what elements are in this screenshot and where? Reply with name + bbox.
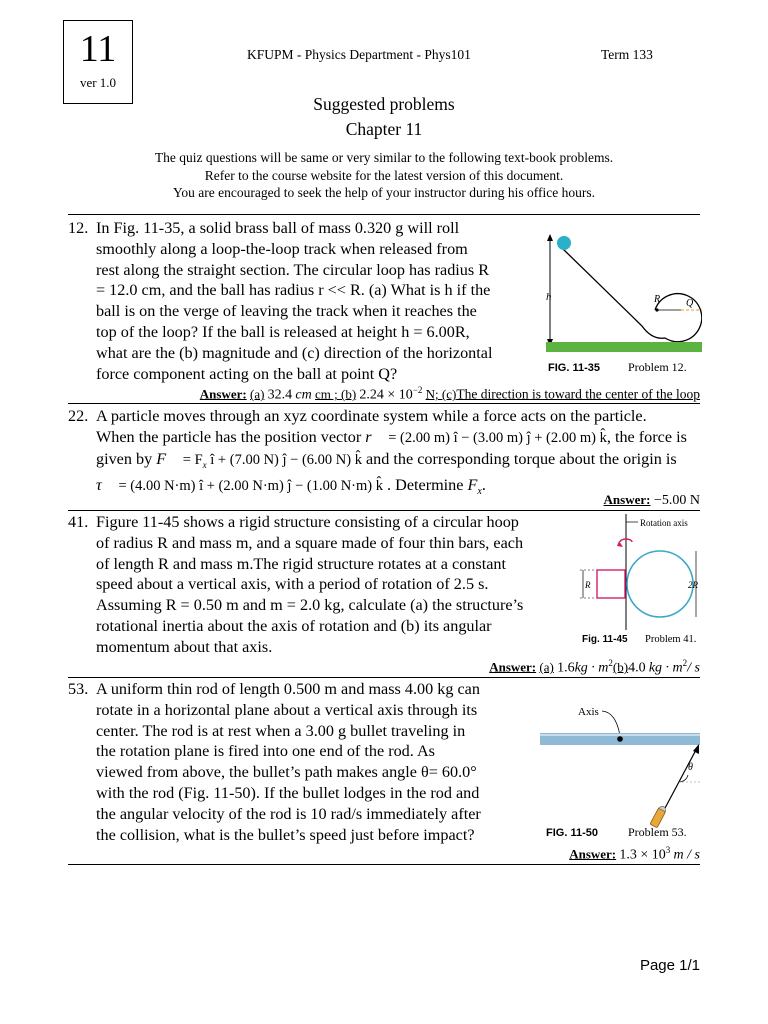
answer-b-suffix: N; (c) — [425, 386, 457, 402]
figure-11-45 — [574, 514, 704, 649]
figure-problem: Problem 41. — [645, 634, 697, 645]
problem-number: 53. — [68, 680, 89, 698]
answer-c-text: The direction is toward the center of the loop — [456, 386, 700, 402]
problem-line: rest along the straight section. The circular loop has radius R — [96, 260, 490, 279]
problem-line: A particle moves through an xyz coordinate system while a force acts on the particle. — [96, 407, 647, 425]
chapter-number: 11 — [79, 28, 117, 70]
answer-value: 1.3 × 10 — [619, 847, 666, 863]
axis-leader — [602, 711, 620, 736]
answer-a-prefix: (a) — [249, 386, 265, 402]
vector-tau-symbol: τ⃗ — [96, 476, 115, 495]
line-text: , the force is — [606, 427, 687, 446]
vector-F-sub: x — [202, 459, 207, 470]
arrow-head-icon — [547, 234, 553, 241]
divider — [68, 864, 700, 865]
answer-label: Answer: — [489, 659, 537, 675]
answer-exp: 3 — [665, 845, 671, 855]
problem-line: A uniform thin rod of length 0.500 m and mass 4.00 kg can — [96, 680, 480, 698]
problem-line: speed about a vertical axis, with a period of rotation of 2.5 s. — [96, 575, 489, 594]
answer-label: Answer: — [603, 492, 651, 507]
problem-line: Figure 11-45 shows a rigid structure consisting of a circular hoop — [96, 513, 519, 531]
answer-a-value: 32.4 — [267, 387, 293, 403]
vector-F-rest: î + (7.00 N) ĵ − (6.00 N) k̂ — [210, 451, 362, 468]
problem-line: momentum about that axis. — [96, 637, 273, 656]
label-R: R — [585, 580, 591, 590]
answer-b-value: 4.0 — [628, 660, 646, 676]
answer-value: −5.00 N — [653, 493, 700, 508]
chapter-box — [63, 20, 133, 104]
divider — [68, 214, 700, 215]
ground — [546, 342, 702, 352]
problem-line: smoothly along a loop-the-loop track when released from — [96, 239, 468, 258]
answer-a-prefix: (a) — [539, 659, 554, 675]
problem-line: the collision, what is the bullet’s speed just before impact? — [96, 825, 475, 844]
problem-line: τ⃗ = (4.00 N·m) î + (2.00 N·m) ĵ − (1.00 N·m) k̂ . Determine $F_x$. — [96, 476, 486, 498]
problem-number: 22. — [68, 407, 89, 425]
target-symbol: F — [467, 476, 478, 495]
answer-b-tail: / s — [687, 660, 700, 676]
divider — [68, 677, 700, 678]
figure-problem: Problem 12. — [628, 360, 687, 374]
problem-line: rotate in a horizontal plane about a vertical axis through its — [96, 700, 478, 719]
intro-line: Refer to the course website for the latest version of this document. — [204, 167, 564, 183]
version-label: ver 1.0 — [79, 75, 117, 90]
label-Q: Q — [686, 298, 694, 309]
answer-b-exp: 2 — [682, 658, 688, 668]
problem-line: force component acting on the ball at point Q? — [96, 364, 398, 383]
course-header: KFUPM - Physics Department - Phys101 — [247, 47, 471, 62]
target-sub: x — [477, 486, 482, 498]
answer-a-unit: kg · m — [574, 660, 609, 676]
problem-line: viewed from above, the bullet’s path makes angle θ= 60.0° — [96, 763, 477, 782]
vector-r-symbol: r⃗ — [365, 427, 385, 446]
term-label: Term 133 — [601, 47, 653, 62]
line-text: When the particle has the position vector — [96, 427, 362, 446]
rotation-axis-label: Rotation axis — [640, 518, 688, 528]
page-number: Page 1/1 — [639, 957, 700, 974]
problem-line: ball is on the verge of leaving the track when it reaches the — [96, 302, 477, 321]
label-2R: 2R — [688, 580, 698, 590]
line-text: and the corresponding torque about the origin is — [366, 449, 677, 468]
answer-b-value: 2.24 × 10 — [359, 387, 413, 403]
problem-line: what are the (b) magnitude and (c) direction of the horizontal — [96, 343, 493, 362]
answer-b-prefix: (b) — [612, 659, 629, 675]
figure-problem: Problem 53. — [628, 825, 687, 839]
axis-point — [617, 736, 623, 742]
page-title: Suggested problems — [313, 94, 455, 114]
answer-a-suffix: cm ; (b) — [315, 386, 357, 402]
intro-line: The quiz questions will be same or very similar to the following text-book problems. — [154, 150, 614, 165]
axis-label: Axis — [578, 706, 599, 718]
vector-tau: = (4.00 N·m) î + (2.00 N·m) ĵ − (1.00 N·m) k̂ — [118, 478, 383, 495]
intro-line: You are encouraged to seek the help of your instructor during his office hours. — [172, 185, 596, 200]
answer-label: Answer: — [199, 386, 247, 402]
answer-label: Answer: — [569, 846, 617, 862]
problem-number: 12. — [68, 219, 89, 237]
divider — [68, 403, 700, 404]
label-theta: θ — [688, 762, 693, 773]
vector-F-symbol: F⃗ — [156, 449, 179, 468]
answer-a-exp: 2 — [608, 658, 613, 668]
vector-F — [183, 452, 362, 468]
line-text: . Determine — [387, 476, 464, 495]
vector-r: = (2.00 m) î − (3.00 m) ĵ + (2.00 m) k̂ — [388, 429, 607, 446]
problem-number: 41. — [68, 513, 89, 531]
line-text: given by — [96, 449, 153, 468]
problem-line — [96, 449, 706, 476]
problem-line: = 12.0 cm, and the ball has radius r << R. (a) What is h if the — [96, 281, 491, 300]
problem-line: Assuming R = 0.50 m and m = 2.0 kg, calculate (a) the structure’s — [96, 596, 524, 615]
problem-41 — [68, 512, 568, 662]
answer-53 — [569, 845, 700, 863]
answer-41 — [489, 658, 700, 676]
figure-caption: FIG. 11-35 — [548, 362, 600, 374]
chapter-title: Chapter 11 — [345, 119, 423, 139]
label-R: R — [654, 294, 661, 305]
figure-11-50 — [538, 698, 703, 844]
answer-b-unit: kg · m — [648, 660, 683, 676]
problem-line: center. The rod is at rest when a 3.00 g bullet traveling in — [96, 721, 466, 740]
answer-b-exp: −2 — [412, 385, 423, 395]
figure-caption: FIG. 11-50 — [546, 827, 598, 839]
problem-line: In Fig. 11-35, a solid brass ball of mass 0.320 g will roll — [96, 219, 460, 237]
problem-12 — [68, 218, 538, 388]
answer-a-value: 1.6 — [557, 660, 575, 676]
hoop — [627, 551, 693, 617]
vector-F-prefix: = F — [182, 451, 203, 468]
figure-11-35 — [540, 226, 702, 376]
problem-line — [96, 427, 706, 449]
answer-22 — [604, 492, 700, 509]
ball — [557, 236, 571, 250]
problem-line: the angular velocity of the rod is 10 rad/s immediately after — [96, 804, 481, 823]
problem-line: the rotation plane is fired into one end of the rod. As — [96, 742, 435, 761]
problem-line: of radius R and mass m, and a square made of four thin bars, each — [96, 533, 524, 552]
bullet-path-arrowhead-icon — [693, 744, 699, 754]
loop-track — [562, 248, 702, 342]
problem-22 — [68, 406, 708, 498]
problem-53 — [68, 679, 538, 849]
square-frame — [597, 570, 625, 598]
bullet-path — [664, 748, 697, 810]
problem-line: with the rod (Fig. 11-50). If the bullet lodges in the rod and — [96, 783, 480, 802]
divider — [68, 510, 700, 511]
answer-12 — [200, 385, 700, 403]
problem-line: top of the loop? If the ball is released at height h = 6.00R, — [96, 322, 470, 341]
label-h: h — [546, 291, 552, 303]
answer-a-unit: cm — [295, 387, 312, 403]
problem-line: rotational inertia about the axis of rotation and (b) its angular — [96, 616, 492, 635]
problem-line: of length R and mass m.The rigid structure rotates at a constant — [96, 554, 506, 573]
answer-unit: m / s — [673, 847, 700, 863]
figure-caption: Fig. 11-45 — [582, 634, 628, 645]
